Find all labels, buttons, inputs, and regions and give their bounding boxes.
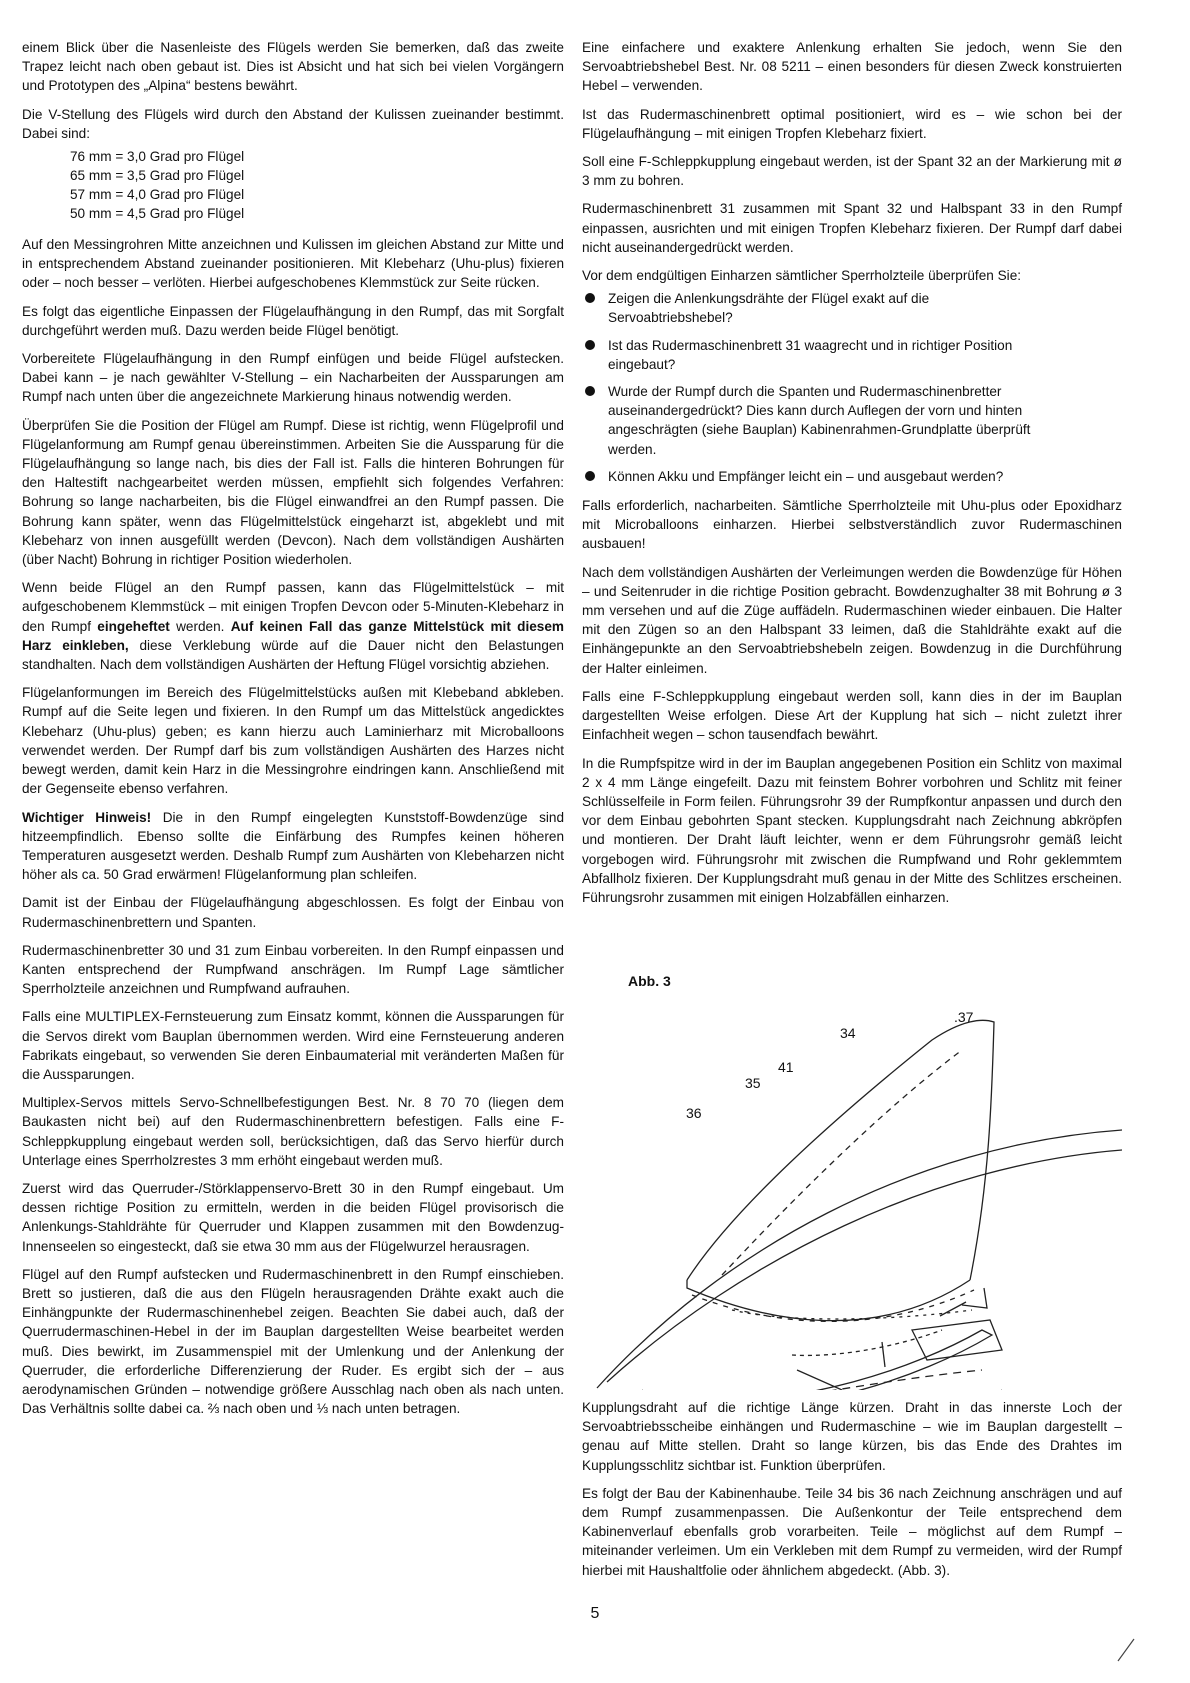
text-span: Wenn beide Flügel an den Rumpf passen, kann das Flügelmittelstück – mit aufgeschobenem Klemmstück – mit einigen Tropfen Devcon oder 5-Minuten-Klebeharz in den Rumpf bbox=[22, 580, 564, 634]
paragraph: Vorbereitete Flügelaufhängung in den Rumpf einfügen und beide Flügel aufstecken. Dabei kann – je nach gewählter V-Stellung – ein Nacharbeiten der Aussparungen am Rumpf nach unten über die angezeichnete Markierung hinaus notwendig werden. bbox=[22, 351, 564, 405]
paragraph: Soll eine F-Schleppkupplung eingebaut werden, ist der Spant 32 an der Markierung mit ø 3 mm zu bohren. bbox=[582, 154, 1122, 189]
canopy-figure bbox=[582, 950, 1122, 1390]
part-label: 34 bbox=[840, 1025, 856, 1041]
figure-caption: Abb. 3 bbox=[628, 973, 671, 989]
emphasis-text: eingeheftet bbox=[97, 618, 170, 634]
paragraph: Nach dem vollständigen Aushärten der Verleimungen werden die Bowdenzüge für Höhen – und Seitenruder in die richtige Position gebracht. Bowdenzughalter 38 mit Bohrung ø 3 mm versehen und auf die Züge auffädeln. Rudermaschinen wieder einbauen. Die Halter mit den Zügen so an den Halbspant 33 leimen, daß die Stahldrähte exakt auf die Einhängepunkte an den Servoabtriebshebeln zeigen. Bowdenzug in die Durchführung der Halter einleimen. bbox=[582, 564, 1122, 676]
right-column bbox=[582, 38, 1122, 916]
paragraph: Multiplex-Servos mittels Servo-Schnellbefestigungen Best. Nr. 8 70 70 (liegen dem Baukasten nicht bei) auf den Rudermaschinenbrettern befestigen. Falls eine F-Schleppkupplung eingebaut werden soll, berücksichtigen, daß das Servo hierfür durch Unterlage eines Sperrholzrestes 3 mm erhöht eingebaut werden muß. bbox=[22, 1095, 564, 1168]
paragraph: Es folgt der Bau der Kabinenhaube. Teile 34 bis 36 nach Zeichnung anschrägen und auf dem Rumpf zusammenpassen. Die Außenkontur der Teile entsprechend dem Kabinenverlauf ebenfalls grob vorarbeiten. Teile – möglichst auf dem Rumpf – miteinander verleimen. Um ein Verkleben mit dem Rumpf zu vermeiden, wird der Rumpf hierbei mit Haushaltfolie oder ähnlichem abgedeckt. (Abb. 3). bbox=[582, 1485, 1122, 1578]
checklist-item bbox=[582, 467, 1122, 486]
paragraph: Rudermaschinenbrett 31 zusammen mit Spant 32 und Halbspant 33 in den Rumpf einpassen, ausrichten und mit einigen Tropfen Klebeharz fixieren. Der Rumpf darf dabei nicht auseinandergedrückt werden. bbox=[582, 201, 1122, 255]
paragraph: Flügelanformungen im Bereich des Flügelmittelstücks außen mit Klebeband abkleben. Rumpf auf die Seite legen und fixieren. In den Rumpf um das Mittelstück angedicktes Klebeharz (Uhu-plus) geben; es kann hierzu auch Laminierharz mit Microballoons verwendet werden. Der Rumpf darf bis zum vollständigen Aushärten des Harzes nicht bewegt werden, damit kein Harz in die Messingrohre eindringen kann. Anschließend mit der Gegenseite ebenso verfahren. bbox=[22, 685, 564, 797]
warning-text: Auf keinen Fall das ganze Mittelstück mit diesem Harz einkleben, bbox=[22, 618, 564, 653]
checklist-item bbox=[582, 336, 1122, 374]
v-angle-item: 57 mm = 4,0 Grad pro Flügel bbox=[70, 187, 245, 203]
checklist bbox=[582, 289, 1122, 486]
right-column-bottom bbox=[582, 1398, 1122, 1589]
bullet-icon bbox=[585, 340, 595, 350]
part-label: 41 bbox=[778, 1059, 794, 1075]
paragraph: Falls eine F-Schleppkupplung eingebaut werden soll, kann dies in der im Bauplan dargestellten Weise erfolgen. Diese Art der Kupplung hat sich – nicht zuletzt ihrer Einfachheit wegen – schon tausendfach bewährt. bbox=[582, 688, 1122, 743]
paragraph: In die Rumpfspitze wird in der im Bauplan angegebenen Position ein Schlitz von maximal 2 x 4 mm Länge eingefeilt. Dazu mit feinstem Bohrer vorbohren und Schlitz mit feiner Schlüsselfeile in Form feilen. Führungsrohr 39 der Rumpfkontur anpassen und durch den vor dem Einbau gebohrten Spant stecken. Kupplungsdraht nach Zeichnung abkröpfen und montieren. Der Draht läuft leichter, wenn er dem Führungsrohr gemäß leicht vorgebogen wird. Führungsrohr mit zwischen die Rumpfwand und Rohr geklemmtem Abfallholz fixieren. Der Kupplungsdraht muß genau in der Mitte des Schlitzes erscheinen. Führungsrohr zusammen mit einigen Holzabfällen einharzen. bbox=[582, 755, 1122, 905]
paragraph: Die V-Stellung des Flügels wird durch den Abstand der Kulissen zueinander bestimmt. Dabei sind: bbox=[22, 106, 564, 141]
paragraph: Ist das Rudermaschinenbrett optimal positioniert, wird es – wie schon bei der Flügelaufhängung – mit einigen Tropfen Klebeharz fixiert. bbox=[582, 106, 1122, 141]
paragraph: Kupplungsdraht auf die richtige Länge kürzen. Draht in das innerste Loch der Servoabtriebsscheibe einhängen und Rudermaschine – wie im Bauplan dargestellt – genau auf Mitte stellen. Draht so lange kürzen, bis das Ende des Drahtes im Kupplungsschlitz sichtbar ist. Funktion überprüfen. bbox=[582, 1400, 1122, 1473]
text-span: Die in den Rumpf eingelegten Kunststoff-Bowdenzüge sind hitzeempfindlich. Ebenso sollte die Einfärbung des Rumpfes keinen höheren Temperaturen ausgesetzt werden. Deshalb Rumpf zum Aushärten von Klebeharzen nicht höher als ca. 50 Grad erwärmen! Flügelanformung plan schleifen. bbox=[22, 809, 565, 883]
part-label: 36 bbox=[686, 1105, 702, 1121]
paragraph bbox=[22, 578, 564, 674]
text-span: werden. bbox=[169, 618, 231, 634]
v-angle-item: 65 mm = 3,5 Grad pro Flügel bbox=[70, 168, 245, 184]
checklist-item bbox=[582, 382, 1122, 459]
checklist-item bbox=[582, 289, 1122, 327]
checklist-item-text: Zeigen die Anlenkungsdrähte der Flügel exakt auf die Servoabtriebshebel? bbox=[608, 291, 930, 326]
page-number: 5 bbox=[590, 1605, 600, 1622]
paragraph: Falls erforderlich, nacharbeiten. Sämtliche Sperrholzteile mit Uhu-plus oder Epoxidharz mit Microballoons einharzen. Hierbei selbstverständlich zuvor Rudermaschinen ausbauen! bbox=[582, 498, 1122, 552]
important-note-heading: Wichtiger Hinweis! bbox=[22, 809, 152, 825]
part-label: .37 bbox=[954, 1009, 974, 1025]
checklist-item-text: Ist das Rudermaschinenbrett 31 waagrecht und in richtiger Position eingebaut? bbox=[608, 337, 1013, 372]
bullet-icon bbox=[585, 293, 595, 303]
paragraph: Falls eine MULTIPLEX-Fernsteuerung zum Einsatz kommt, können die Aussparungen für die Servos direkt vom Bauplan übernommen werden. Wird eine Fernsteuerung anderen Fabrikats eingebaut, so verwenden Sie deren Einbaumaterial mit veränderten Maßen für die Aussparungen. bbox=[22, 1009, 564, 1082]
paragraph: einem Blick über die Nasenleiste des Flügels werden Sie bemerken, daß das zweite Trapez leicht nach oben gebaut ist. Dies ist Absicht und hat sich bei vielen Vorgängern und Prototypen des „Alpina“ bestens bewährt. bbox=[22, 40, 564, 94]
paragraph: Es folgt das eigentliche Einpassen der Flügelaufhängung in den Rumpf, das mit Sorgfalt durchgeführt werden muß. Dazu werden beide Flügel benötigt. bbox=[22, 303, 564, 338]
paragraph: Damit ist der Einbau der Flügelaufhängung abgeschlossen. Es folgt der Einbau von Rudermaschinenbrettern und Spanten. bbox=[22, 895, 564, 930]
left-column bbox=[22, 38, 564, 1427]
checklist-item-text: Wurde der Rumpf durch die Spanten und Rudermaschinenbretter auseinandergedrückt? Dies kann durch Auflegen der vorn und hinten angeschrägten (siehe Bauplan) Kabinenrahmen-Grundplatte überprüft werden. bbox=[608, 384, 1031, 457]
v-angle-item: 50 mm = 4,5 Grad pro Flügel bbox=[70, 206, 245, 222]
paragraph: Vor dem endgültigen Einharzen sämtlicher Sperrholzteile überprüfen Sie: bbox=[582, 268, 1022, 284]
paragraph bbox=[22, 808, 564, 885]
v-angle-item: 76 mm = 3,0 Grad pro Flügel bbox=[70, 149, 245, 165]
text-span: diese Verklebung würde auf die Dauer nicht den Belastungen standhalten. Nach dem vollständigen Aushärten der Heftung Flügel vorsichtig abziehen. bbox=[22, 637, 564, 673]
paragraph: Zuerst wird das Querruder-/Störklappenservo-Brett 30 in den Rumpf eingebaut. Um dessen richtige Position zu ermitteln, werden in die beiden Flügel provisorisch die Anlenkungs-Stahldrähte für Querruder und Klappen zusammen mit den Bowdenzug-Innenseelen so eingesteckt, daß sie etwa 30 mm aus der Flügelwurzel herausragen. bbox=[22, 1180, 564, 1254]
checklist-item-text: Können Akku und Empfänger leicht ein – und ausgebaut werden? bbox=[608, 468, 1004, 484]
paragraph: Flügel auf den Rumpf aufstecken und Rudermaschinenbrett in den Rumpf einschieben. Brett so justieren, daß die aus den Flügeln herausragenden Drähte exakt auch die Einhängpunkte der Rudermaschinenhebel zeigen. Beachten Sie dabei auch, daß der Querrudermaschinen-Hebel in der im Bauplan dargestellten Weise bearbeitet werden muß. Dies bewirkt, im Zusammenspiel mit der Umlenkung und der Anlenkung der Querruder, die erforderliche Differenzierung der Ruder. Es ergibt sich der – aus aerodynamischen Gründen – notwendige größere Ausschlag nach oben als nach unten. Das Verhältnis sollte dabei ca. ⅔ nach oben und ⅓ nach unten betragen. bbox=[22, 1266, 564, 1417]
bullet-icon bbox=[585, 386, 595, 396]
part-label: 35 bbox=[745, 1075, 761, 1091]
paragraph: Rudermaschinenbretter 30 und 31 zum Einbau vorbereiten. In den Rumpf einpassen und Kanten entsprechend der Rumpfwand anschrägen. Im Rumpf Lage sämtlicher Sperrholzteile anzeichnen und Rumpfwand aufrauhen. bbox=[22, 942, 564, 997]
bullet-icon bbox=[585, 471, 595, 481]
paragraph: Überprüfen Sie die Position der Flügel am Rumpf. Diese ist richtig, wenn Flügelprofil und Flügelanformung am Rumpf genau übereinstimmen. Arbeiten Sie die Aussparung für die Flügelaufhängung so lange nach, bis dies der Fall ist. Falls die hinteren Bohrungen für den Haltestift nachgearbeitet werden müssen, empfiehlt sich folgendes Verfahren: Bohrung so lange nacharbeiten, bis die Flügel einwandfrei an den Rumpf passen. Die Bohrung kann später, wenn das Flügelmittelstück eingeharzt ist, abgeklebt und mit Klebeharz von innen ausgefüllt werden (Devcon). Nach dem vollständigen Aushärten (über Nacht) Bohrung in richtiger Position wiederholen. bbox=[22, 417, 564, 568]
canopy-drawing bbox=[582, 950, 1122, 1390]
paragraph: Eine einfachere und exaktere Anlenkung erhalten Sie jedoch, wenn Sie den Servoabtriebshebel Best. Nr. 08 5211 – einen besonders für diesen Zweck konstruierten Hebel – verwenden. bbox=[582, 40, 1122, 94]
scan-mark-icon bbox=[1114, 1635, 1138, 1665]
paragraph: Auf den Messingrohren Mitte anzeichnen und Kulissen im gleichen Abstand zur Mitte und in entsprechendem Abstand zueinander positionieren. Mit Klebeharz (Uhu-plus) fixieren oder – noch besser – verlöten. Hierbei aufgeschobenes Klemmstück zur Seite rücken. bbox=[22, 237, 564, 291]
v-angle-list bbox=[70, 147, 564, 223]
